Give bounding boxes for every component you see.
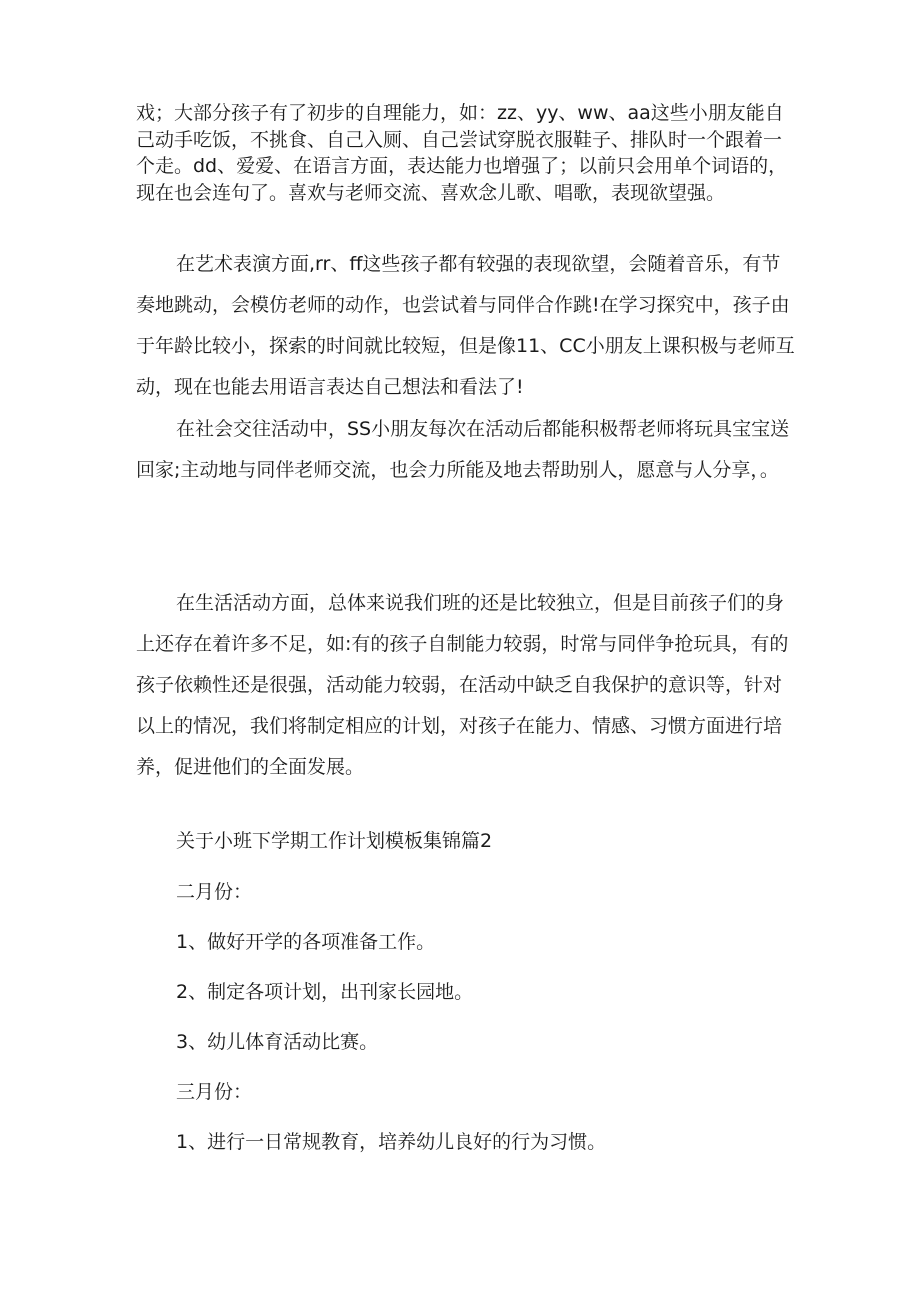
paragraph-social-activity: 在社会交往活动中，SS小朋友每次在活动后都能积极帮老师将玩具宝宝送回家;主动地与同伴老师交流，也会力所能及地去帮助别人，愿意与人分享，。: [136, 418, 790, 481]
list-item: 3、幼儿体育活动比赛。: [176, 1031, 379, 1053]
paragraph-art-performance: 在艺术表演方面,rr、ff这些孩子都有较强的表现欲望，会随着音乐，有节奏地跳动，会模仿老师的动作，也尝试着与同伴合作跳!在学习探究中，孩子由于年龄比较小，探索的时间就比较短，但是像11、CC小朋友上课积极与老师互动，现在也能去用语言表达自己想法和看法了!: [136, 253, 795, 398]
list-item: 2、制定各项计划，出刊家长园地。: [176, 981, 474, 1003]
list-item: 1、进行一日常规教育，培养幼儿良好的行为习惯。: [176, 1131, 607, 1153]
list-item: 1、做好开学的各项准备工作。: [176, 931, 436, 953]
month-heading-february: 二月份：: [176, 881, 253, 903]
month-heading-march: 三月份：: [176, 1081, 253, 1103]
paragraph-self-care: 戏；大部分孩子有了初步的自理能力，如：zz、yy、ww、aa这些小朋友能自己动手吃饭，不挑食、自己入厕、自己尝试穿脱衣服鞋子、排队时一个跟着一个走。dd、爱爱、在语言方面，表达能力也增强了；以前只会用单个词语的，现在也会连句了。喜欢与老师交流、喜欢念儿歌、唱歌，表现欲望强。: [136, 102, 788, 204]
paragraph-life-activity: 在生活活动方面，总体来说我们班的还是比较独立，但是目前孩子们的身上还存在着许多不足，如:有的孩子自制能力较弱，时常与同伴争抢玩具，有的孩子依赖性还是很强，活动能力较弱，在活动中缺乏自我保护的意识等，针对以上的情况，我们将制定相应的计划，对孩子在能力、情感、习惯方面进行培养，促进他们的全面发展。: [136, 592, 789, 778]
section-title: 关于小班下学期工作计划模板集锦篇2: [176, 830, 493, 852]
